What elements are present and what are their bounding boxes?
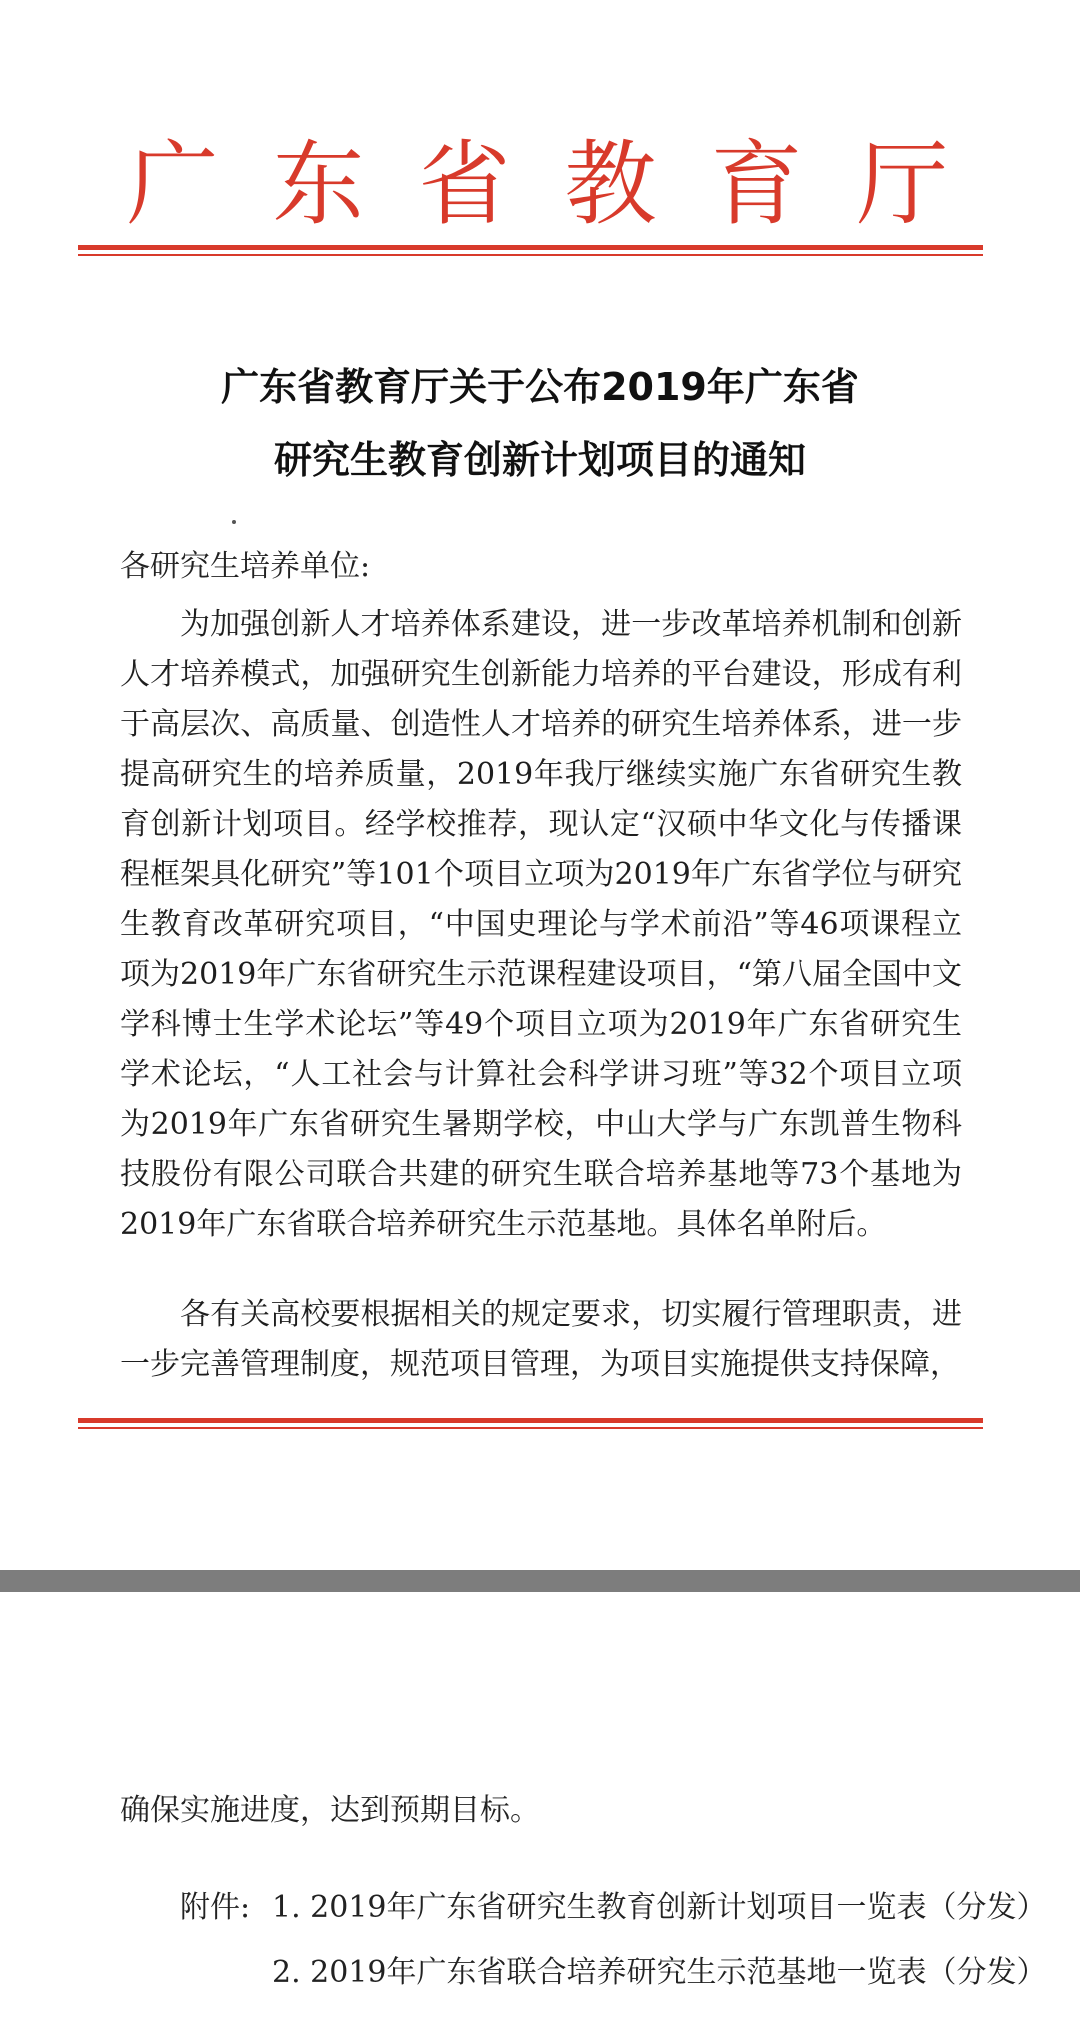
page-separator bbox=[0, 1570, 1080, 1592]
body-paragraph-2: 各有关高校要根据相关的规定要求，切实履行管理职责，进一步完善管理制度，规范项目管理，为项目实施提供支持保障， bbox=[120, 1297, 962, 1382]
letterhead-char: 厅 bbox=[856, 131, 949, 238]
attachments-label: 附件: bbox=[180, 1890, 251, 1925]
body-paragraph-1: 为加强创新人才培养体系建设，进一步改革培养机制和创新人才培养模式，加强研究生创新能力培养的平台建设，形成有利于高层次、高质量、创造性人才培养的研究生培养体系，进一步提高研究生的培养质量，2019年我厅继续实施广东省研究生教育创新计划项目。经学校推荐，现认定“汉硕中华文化与传播课程框架具化研究”等101个项目立项为2019年广东省学位与研究生教育改革研究项目，“中国史理论与学术前沿”等46项课程立项为2019年广东省研究生示范课程建设项目，“第八届全国中文学科博士生学术论坛”等49个项目立项为2019年广东省研究生学术论坛，“人工社会与计算社会科学讲习班”等32个项目立项为2019年广东省研究生暑期学校，中山大学与广东凯普生物科技股份有限公司联合共建的研究生联合培养基地等73个基地为2019年广东省联合培养研究生示范基地。具体名单附后。 bbox=[120, 607, 962, 1242]
letterhead-title bbox=[125, 130, 950, 240]
letterhead-char: 育 bbox=[710, 131, 803, 238]
footer-divider bbox=[78, 1418, 983, 1429]
attachment-item-2: 2. 2019年广东省联合培养研究生示范基地一览表（分发） bbox=[272, 1955, 1047, 1990]
letterhead-divider bbox=[78, 245, 983, 256]
letterhead-char: 广 bbox=[126, 131, 219, 238]
body-paragraph-2-continued: 确保实施进度，达到预期目标。 bbox=[120, 1793, 540, 1828]
letterhead-char: 教 bbox=[564, 131, 657, 238]
document-title-line-1: 广东省教育厅关于公布2019年广东省 bbox=[221, 365, 859, 409]
salutation: 各研究生培养单位: bbox=[120, 549, 371, 584]
letterhead-char: 东 bbox=[272, 131, 365, 238]
letterhead-char: 省 bbox=[418, 131, 511, 238]
attachment-item-1: 1. 2019年广东省研究生教育创新计划项目一览表（分发） bbox=[272, 1890, 1047, 1925]
document-title-line-2: 研究生教育创新计划项目的通知 bbox=[273, 438, 806, 482]
scan-speck bbox=[232, 520, 236, 524]
